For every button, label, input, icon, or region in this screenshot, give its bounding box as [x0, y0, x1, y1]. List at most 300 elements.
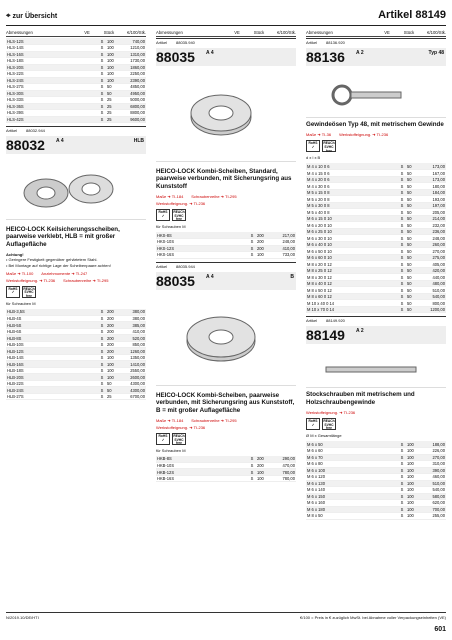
- cell-cur: S: [98, 64, 106, 71]
- cell-pr: 1310,00: [120, 51, 146, 58]
- cell-cur: S: [98, 309, 106, 316]
- cell-dim: HLB-8S: [6, 335, 98, 342]
- price-table: [6, 309, 146, 401]
- cell-dim: M 10 x 70 0 14: [306, 306, 398, 313]
- product-image: [306, 350, 446, 388]
- cell-dim: M 6 x 50: [306, 441, 398, 448]
- cell-stk: 100: [106, 51, 120, 58]
- link-series[interactable]: Schraubenreihe ➜ TI-295: [191, 417, 237, 423]
- cell-stk: 100: [106, 354, 120, 361]
- cell-pr: 290,00: [270, 456, 296, 463]
- family-label: Ø M x Gesamtlänge: [306, 433, 342, 439]
- cell-stk: 200: [256, 232, 270, 239]
- cell-pr: 270,00: [420, 454, 446, 461]
- family-label: d x l x B: [306, 155, 321, 161]
- cell-cur: S: [98, 361, 106, 368]
- cell-stk: 50: [406, 170, 420, 177]
- cell-dim: M 6 x 140: [306, 487, 398, 494]
- cell-pr: 850,00: [120, 341, 146, 348]
- rohs-badge: RoHS ✓: [156, 433, 170, 445]
- cell-cur: S: [398, 163, 406, 170]
- cell-dim: M 5 x 40 0 8: [306, 209, 398, 216]
- cell-stk: 200: [106, 322, 120, 329]
- cell-cur: S: [398, 487, 406, 494]
- link-material[interactable]: Werkstoffeignung. ➜ TI-236: [339, 132, 389, 138]
- cell-stk: 50: [406, 280, 420, 287]
- cell-pr: 1860,00: [120, 64, 146, 71]
- cell-dim: HLS-36S: [6, 103, 98, 110]
- cell-cur: S: [398, 176, 406, 183]
- cell-dim: M 6 x 30 0 10: [306, 235, 398, 242]
- cell-pr: 9600,00: [120, 116, 146, 123]
- cell-cur: S: [98, 387, 106, 394]
- cell-stk: 100: [106, 77, 120, 84]
- cell-pr: 733,00: [270, 252, 296, 259]
- cell-pr: 226,00: [420, 448, 446, 455]
- cell-stk: 50: [406, 209, 420, 216]
- page-number: 601: [434, 626, 446, 633]
- cell-dim: M 6 x 25 0 10: [306, 228, 398, 235]
- cell-pr: 197,00: [420, 202, 446, 209]
- cell-cur: S: [398, 228, 406, 235]
- cell-pr: 260,00: [420, 241, 446, 248]
- cell-stk: 200: [256, 245, 270, 252]
- cell-cur: S: [398, 448, 406, 455]
- cell-dim: M 8 x 40 0 12: [306, 280, 398, 287]
- column-3: [306, 29, 446, 520]
- cell-pr: 1350,00: [120, 354, 146, 361]
- cell-stk: 25: [106, 103, 120, 110]
- cell-dim: HLS-42S: [6, 116, 98, 123]
- cell-stk: 50: [406, 196, 420, 203]
- cell-stk: 100: [406, 454, 420, 461]
- cell-dim: M 4 x 10 0 6: [306, 163, 398, 170]
- link-material[interactable]: Werkstoffeignung. ➜ TI-236: [306, 410, 356, 416]
- cell-stk: 50: [106, 387, 120, 394]
- cell-cur: S: [398, 441, 406, 448]
- price-table: [306, 163, 446, 313]
- cell-stk: 50: [406, 215, 420, 222]
- cell-cur: S: [98, 322, 106, 329]
- cell-stk: 100: [406, 467, 420, 474]
- cell-pr: 236,00: [420, 228, 446, 235]
- cell-dim: HLS-16S: [6, 51, 98, 58]
- link-material[interactable]: Werkstoffeignung. ➜ TI-236: [156, 424, 206, 430]
- column-header: Abmessungen VE Stück €/100/Stk.: [156, 30, 296, 35]
- cell-pr: 440,00: [420, 274, 446, 281]
- cell-stk: 100: [406, 513, 420, 520]
- cell-pr: 6800,00: [120, 103, 146, 110]
- cell-pr: 460,00: [420, 474, 446, 481]
- cell-dim: M 8 x 30 0 12: [306, 274, 398, 281]
- cell-stk: 200: [256, 456, 270, 463]
- cell-dim: HLB-22S: [6, 380, 98, 387]
- cell-pr: 410,00: [270, 245, 296, 252]
- table-row: [306, 306, 446, 313]
- cell-pr: 385,00: [120, 322, 146, 329]
- cell-cur: S: [398, 261, 406, 268]
- cell-dim: HLS-14S: [6, 45, 98, 52]
- eye-bolt-illustration: [316, 77, 426, 117]
- page-title: Artikel 88149: [378, 9, 446, 21]
- cell-cur: S: [398, 293, 406, 300]
- cell-cur: S: [398, 248, 406, 255]
- cell-pr: 620,00: [420, 500, 446, 507]
- cell-cur: S: [398, 267, 406, 274]
- cell-cur: S: [98, 84, 106, 91]
- cell-cur: S: [398, 222, 406, 229]
- material-grade: A 4: [56, 138, 64, 144]
- cell-cur: S: [98, 374, 106, 381]
- cell-dim: M 4 x 15 0 6: [306, 170, 398, 177]
- cell-pr: 270,00: [420, 248, 446, 255]
- cell-cur: S: [98, 116, 106, 123]
- cell-stk: 50: [406, 176, 420, 183]
- cell-cur: S: [98, 315, 106, 322]
- cell-pr: 248,00: [420, 235, 446, 242]
- footer-price-note: €/100 = Preis in € zuzüglich MwSt. bei Abnahme voller Verpackungseinheiten (VE): [300, 615, 446, 620]
- cell-cur: S: [398, 461, 406, 468]
- cell-dim: M 8 x 60 0 12: [306, 293, 398, 300]
- cell-stk: 50: [406, 274, 420, 281]
- cell-stk: 50: [406, 235, 420, 242]
- cell-dim: HKB-12S: [156, 469, 248, 476]
- warning-note: Achtung! • Geringere Festigkeit gegenüber gehärtetem Stahl. • Bei Montage auf richtige Lage der Scheibenpaare achten!: [6, 252, 111, 268]
- washer-illustration: [16, 165, 126, 215]
- cell-cur: S: [98, 354, 106, 361]
- cell-dim: HLB-18S: [6, 367, 98, 374]
- cell-dim: M 4 x 20 0 6: [306, 176, 398, 183]
- cell-pr: 217,00: [270, 232, 296, 239]
- cell-stk: 50: [106, 90, 120, 97]
- cell-pr: 8800,00: [120, 110, 146, 117]
- cell-cur: S: [398, 467, 406, 474]
- product-image: [306, 72, 446, 118]
- cell-cur: S: [398, 183, 406, 190]
- cell-dim: HLB-10S: [6, 341, 98, 348]
- cell-pr: 1730,00: [120, 58, 146, 65]
- column-1: [6, 29, 146, 400]
- price-table: [306, 441, 446, 520]
- cell-cur: S: [398, 506, 406, 513]
- cell-cur: S: [98, 110, 106, 117]
- cell-pr: 6700,00: [120, 393, 146, 400]
- cell-stk: 25: [106, 110, 120, 117]
- cell-stk: 100: [256, 252, 270, 259]
- hanger-bolt-illustration: [316, 355, 426, 385]
- cell-dim: HLS-12S: [6, 38, 98, 45]
- top-bar: [6, 9, 446, 23]
- cell-pr: 1410,00: [120, 361, 146, 368]
- cell-cur: S: [98, 367, 106, 374]
- article-block: Artikel 88035.944 88035 A 4 B: [156, 262, 296, 294]
- reach-badge: REACh SVHC free: [23, 286, 35, 299]
- cell-dim: HLS-27S: [6, 84, 98, 91]
- link-dimensions[interactable]: Maße ➜ TI-184: [156, 417, 184, 423]
- cell-dim: M 5 x 20 0 8: [306, 196, 398, 203]
- cell-dim: HLS-24S: [6, 77, 98, 84]
- cell-stk: 200: [106, 348, 120, 355]
- cell-dim: HLB-3,5S: [6, 309, 98, 316]
- cell-dim: HKS-16S: [156, 252, 248, 259]
- cell-dim: HLB-24S: [6, 387, 98, 394]
- link-dimensions[interactable]: Maße ➜ TI-100: [6, 270, 34, 276]
- cell-pr: 248,00: [270, 239, 296, 246]
- cell-dim: HKB-8S: [156, 456, 248, 463]
- cell-pr: 780,00: [270, 475, 296, 482]
- cell-stk: 100: [406, 448, 420, 455]
- column-header: Abmessungen VE Stück €/100/Stk.: [6, 30, 146, 35]
- cell-pr: 2600,00: [120, 374, 146, 381]
- cell-stk: 200: [106, 309, 120, 316]
- article-block: Artikel 88136.920 88136 A 2 Typ 48: [306, 38, 446, 70]
- back-link[interactable]: [6, 11, 57, 21]
- cell-stk: 100: [106, 45, 120, 52]
- price-table: [6, 38, 146, 123]
- cell-pr: 405,00: [420, 261, 446, 268]
- cell-dim: M 8 x 25 0 12: [306, 267, 398, 274]
- cell-pr: 255,00: [420, 513, 446, 520]
- cell-dim: HKB-16S: [156, 475, 248, 482]
- cell-pr: 173,00: [420, 163, 446, 170]
- link-series[interactable]: Schraubenreihe ➜ TI-295: [63, 277, 109, 283]
- cell-cur: S: [98, 97, 106, 104]
- page-footer: [6, 612, 446, 620]
- cell-dim: M 6 x 100: [306, 467, 398, 474]
- cell-cur: S: [398, 306, 406, 313]
- cell-pr: 310,00: [420, 461, 446, 468]
- cell-stk: 50: [406, 261, 420, 268]
- cell-cur: S: [398, 254, 406, 261]
- product-description: Gewindeösen Typ 48, mit metrischem Gewinde: [306, 121, 444, 128]
- cell-cur: S: [98, 393, 106, 400]
- cell-stk: 50: [406, 267, 420, 274]
- cell-cur: S: [248, 475, 256, 482]
- cell-pr: 1260,00: [120, 348, 146, 355]
- product-image: [156, 296, 296, 386]
- reach-badge: REACh SVHC free: [323, 141, 335, 153]
- footer-code: N/2019.10/DE/HTI: [6, 615, 39, 620]
- cell-stk: 100: [406, 500, 420, 507]
- cell-pr: 205,00: [420, 209, 446, 216]
- cell-cur: S: [248, 239, 256, 246]
- cell-stk: 200: [256, 462, 270, 469]
- cell-cur: S: [98, 77, 106, 84]
- reach-badge: REACh SVHC free: [173, 210, 185, 222]
- product-image: [156, 72, 296, 162]
- cell-dim: HLS-30S: [6, 90, 98, 97]
- cell-dim: M 4 x 30 0 6: [306, 183, 398, 190]
- link-series[interactable]: Schraubenreihe ➜ TI-295: [191, 194, 237, 200]
- cell-pr: 700,00: [420, 506, 446, 513]
- cell-cur: S: [98, 348, 106, 355]
- cell-cur: S: [248, 469, 256, 476]
- column-header: Abmessungen VE Stück €/100/Stk.: [306, 30, 446, 35]
- cell-cur: S: [98, 71, 106, 78]
- cell-cur: S: [398, 241, 406, 248]
- cell-dim: M 6 x 150: [306, 493, 398, 500]
- cell-cur: S: [398, 189, 406, 196]
- cell-pr: 188,00: [420, 441, 446, 448]
- link-material[interactable]: Werkstoffeignung. ➜ TI-236: [156, 201, 206, 207]
- cell-pr: 4300,00: [120, 387, 146, 394]
- cell-pr: 2550,00: [120, 367, 146, 374]
- cell-cur: S: [98, 341, 106, 348]
- cell-stk: 25: [106, 97, 120, 104]
- cell-cur: S: [398, 215, 406, 222]
- cell-dim: HKS-12S: [156, 245, 248, 252]
- cell-stk: 100: [106, 367, 120, 374]
- cell-pr: 275,00: [420, 254, 446, 261]
- cell-dim: M 6 x 70: [306, 454, 398, 461]
- cell-pr: 540,00: [420, 293, 446, 300]
- cell-dim: HLB-16S: [6, 361, 98, 368]
- cell-stk: 100: [256, 469, 270, 476]
- cell-stk: 100: [106, 361, 120, 368]
- cell-stk: 50: [406, 287, 420, 294]
- price-table: [156, 456, 296, 483]
- cell-pr: 193,00: [420, 196, 446, 203]
- cell-pr: 510,00: [420, 287, 446, 294]
- product-description: HEICO-LOCK Kombi-Scheiben, Standard, paarweise verbunden, mit Sicherungsring aus Kunststoff: [156, 168, 292, 190]
- cell-cur: S: [398, 274, 406, 281]
- article-block: Artikel 88032.944 88032 A 4 HLB: [6, 126, 146, 158]
- cell-cur: S: [398, 513, 406, 520]
- cell-stk: 100: [406, 493, 420, 500]
- cell-stk: 50: [406, 293, 420, 300]
- cell-stk: 100: [106, 71, 120, 78]
- cell-dim: HLB-20S: [6, 374, 98, 381]
- cell-stk: 200: [256, 239, 270, 246]
- rohs-badge: RoHS ✓: [306, 140, 320, 152]
- cell-stk: 200: [106, 328, 120, 335]
- cell-pr: 580,00: [420, 493, 446, 500]
- cell-stk: 50: [406, 248, 420, 255]
- cell-pr: 184,00: [420, 189, 446, 196]
- cell-dim: HLS-33S: [6, 97, 98, 104]
- cell-dim: M 6 x 20 0 10: [306, 222, 398, 229]
- cell-pr: 173,00: [420, 176, 446, 183]
- article-tag: HLB: [133, 138, 144, 144]
- cell-pr: 1210,00: [120, 45, 146, 52]
- price-table: [156, 232, 296, 259]
- article-number: 88032.944: [26, 128, 45, 133]
- cell-cur: S: [98, 51, 106, 58]
- cell-dim: HLS-20S: [6, 64, 98, 71]
- link-dimensions[interactable]: Maße ➜ TI-184: [156, 194, 184, 200]
- cell-cur: S: [98, 45, 106, 52]
- cell-cur: S: [398, 454, 406, 461]
- cell-cur: S: [98, 38, 106, 45]
- cell-pr: 390,00: [420, 467, 446, 474]
- cell-stk: 100: [406, 441, 420, 448]
- link-dimensions[interactable]: Maße ➜ TI-36: [306, 132, 332, 138]
- reach-badge: REACh SVHC free: [173, 433, 185, 446]
- cell-dim: M 6 x 180: [306, 506, 398, 513]
- cell-cur: S: [248, 252, 256, 259]
- column-2: [156, 29, 296, 482]
- cell-pr: 380,00: [120, 315, 146, 322]
- cell-pr: 5000,00: [120, 97, 146, 104]
- cell-dim: M 6 x 160: [306, 500, 398, 507]
- family-label: für Schrauben M: [156, 224, 186, 230]
- cell-cur: S: [98, 328, 106, 335]
- cell-cur: S: [398, 235, 406, 242]
- cell-stk: 50: [406, 189, 420, 196]
- cell-pr: 740,00: [120, 38, 146, 45]
- cell-dim: HLB-12S: [6, 348, 98, 355]
- cell-pr: 380,00: [120, 309, 146, 316]
- cell-dim: M 8 x 50 0 12: [306, 287, 398, 294]
- cell-cur: S: [398, 474, 406, 481]
- article-block: Artikel 88149.920 88149 A 2: [306, 316, 446, 348]
- cell-cur: S: [398, 300, 406, 307]
- cell-dim: M 6 x 15 0 10: [306, 215, 398, 222]
- article-block: Artikel 88035.940 88035 A 4: [156, 38, 296, 70]
- cell-dim: HLB-27S: [6, 393, 98, 400]
- cell-dim: M 6 x 60 0 10: [306, 254, 398, 261]
- cell-dim: M 8 x 50: [306, 513, 398, 520]
- cell-pr: 510,00: [420, 480, 446, 487]
- cell-dim: HLS-22S: [6, 71, 98, 78]
- cell-stk: 50: [406, 163, 420, 170]
- cell-pr: 800,00: [420, 300, 446, 307]
- cell-pr: 480,00: [420, 280, 446, 287]
- cell-dim: HKB-10S: [156, 462, 248, 469]
- link-material[interactable]: Werkstoffeignung. ➜ TI-236: [6, 277, 56, 283]
- cell-dim: M 10 x 40 0 14: [306, 300, 398, 307]
- cell-pr: 410,00: [120, 328, 146, 335]
- cell-stk: 50: [406, 222, 420, 229]
- cell-stk: 50: [406, 241, 420, 248]
- article-big-number: 88032: [6, 137, 45, 153]
- cell-cur: S: [398, 170, 406, 177]
- cell-stk: 100: [406, 506, 420, 513]
- cell-dim: M 6 x 130: [306, 480, 398, 487]
- cell-stk: 50: [406, 254, 420, 261]
- cell-dim: HLB-4S: [6, 315, 98, 322]
- link-torque[interactable]: Anziehmomente ➜ TI-247: [41, 270, 88, 276]
- cell-stk: 100: [106, 64, 120, 71]
- cell-stk: 25: [106, 393, 120, 400]
- cell-pr: 167,00: [420, 170, 446, 177]
- cell-stk: 100: [406, 480, 420, 487]
- cell-cur: S: [248, 232, 256, 239]
- table-row: [6, 393, 146, 400]
- cell-stk: 100: [406, 461, 420, 468]
- cell-pr: 4850,00: [120, 84, 146, 91]
- cell-dim: M 6 x 120: [306, 474, 398, 481]
- table-row: [156, 252, 296, 259]
- product-description: HEICO-LOCK Kombi-Scheiben, paarweise verbunden, mit Sicherungsring aus Kunststoff, B = mit großer Auflagefläche: [156, 391, 295, 414]
- table-row: [156, 475, 296, 482]
- cell-dim: HLB-6S: [6, 328, 98, 335]
- cell-dim: M 5 x 30 0 8: [306, 202, 398, 209]
- cell-stk: 50: [406, 306, 420, 313]
- cell-cur: S: [398, 196, 406, 203]
- product-description: HEICO-LOCK Keilsicherungsscheiben, paarweise verklebt, HLB = mit großer Auflagefläche: [6, 226, 120, 248]
- cell-dim: M 8 x 20 0 12: [306, 261, 398, 268]
- cell-stk: 100: [106, 374, 120, 381]
- cell-stk: 50: [406, 183, 420, 190]
- cell-cur: S: [98, 335, 106, 342]
- cell-pr: 232,00: [420, 222, 446, 229]
- binoculars-icon: ⌖: [6, 11, 11, 20]
- cell-cur: S: [98, 380, 106, 387]
- cell-stk: 25: [106, 116, 120, 123]
- cell-dim: HKS-8S: [156, 232, 248, 239]
- reach-badge: REACh SVHC free: [323, 419, 335, 431]
